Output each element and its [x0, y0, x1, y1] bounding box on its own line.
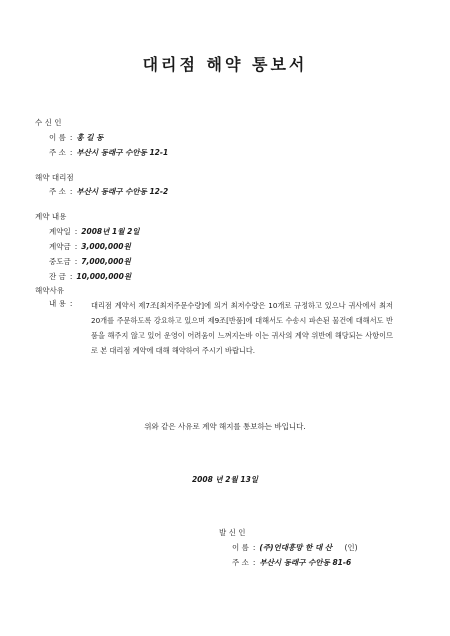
balance-label: 잔 금: [49, 272, 66, 281]
recipient-name-label: 이 름: [49, 133, 66, 142]
agency-address-value: 부산시 동래구 수안동 12-2: [76, 187, 169, 196]
agency-heading: 해약 대리점: [35, 173, 74, 182]
contract-date-value: 2008년 1월 2일: [81, 227, 140, 236]
recipient-name-value: 홍 길 동: [76, 133, 104, 142]
sender-address-value: 부산시 동래구 수안동 81-6: [259, 558, 352, 567]
reason-heading: 해약사유: [35, 286, 64, 295]
interim-payment-value: 7,000,000원: [81, 257, 131, 266]
contract-row: 중도금 : 7,000,000원: [49, 257, 131, 266]
reason-label: 내 용: [49, 299, 66, 308]
reason-text: 대리점 계약서 제7조[최저주문수량]에 의거 최저수량은 10개로 규정하고 있으나 귀사에서 최저 20개를 주문하도록 강요하고 있으며 제9조[반품]에 대해서도 수송시 파손된 물건에 대해서도 반품을 해주지 않고 있어 운영이 어려움이 느껴지는바 이는 귀사의 계약 위반에 해당되는 사항이므로 본 대리점 계약에 대해 해약하여 주시기 바랍니다.: [91, 301, 393, 355]
sender-name-label: 이 름: [232, 543, 249, 552]
contract-heading: 계약 내용: [35, 212, 67, 221]
contract-date-label: 계약일: [49, 227, 71, 236]
notice-date: 2008 년 2월 13일: [191, 475, 259, 484]
sender-name-row: 이 름 : (주)언대흥망 한 대 산 (인): [232, 543, 358, 552]
sender-address-label: 주 소: [232, 558, 249, 567]
document-title: 대리점 해약 통보서: [142, 55, 308, 74]
recipient-address-row: 주 소 : 부산시 동래구 수안동 12-1: [49, 148, 169, 157]
deposit-value: 3,000,000원: [81, 242, 131, 251]
contract-row: 계약금 : 3,000,000원: [49, 242, 131, 251]
recipient-address-label: 주 소: [49, 148, 66, 157]
agency-address-label: 주 소: [49, 187, 66, 196]
contract-row: 계약일 : 2008년 1월 2일: [49, 227, 140, 236]
sender-name-value: (주)언대흥망 한 대 산: [259, 543, 333, 552]
contract-row: 잔 금 : 10,000,000원: [49, 272, 132, 281]
recipient-heading: 수 신 인: [35, 118, 62, 127]
seal-mark: (인): [344, 543, 358, 552]
recipient-name-row: 이 름 : 홍 길 동: [49, 133, 104, 142]
interim-payment-label: 중도금: [49, 257, 71, 266]
reason-label-row: 내 용 :: [49, 299, 73, 308]
sender-address-row: 주 소 : 부산시 동래구 수안동 81-6: [232, 558, 352, 567]
balance-value: 10,000,000원: [76, 272, 132, 281]
deposit-label: 계약금: [49, 242, 71, 251]
sender-heading: 발 신 인: [219, 528, 246, 537]
notice-statement: 위와 같은 사유로 계약 해지를 통보하는 바입니다.: [144, 422, 306, 431]
recipient-address-value: 부산시 동래구 수안동 12-1: [76, 148, 169, 157]
agency-address-row: 주 소 : 부산시 동래구 수안동 12-2: [49, 187, 169, 196]
